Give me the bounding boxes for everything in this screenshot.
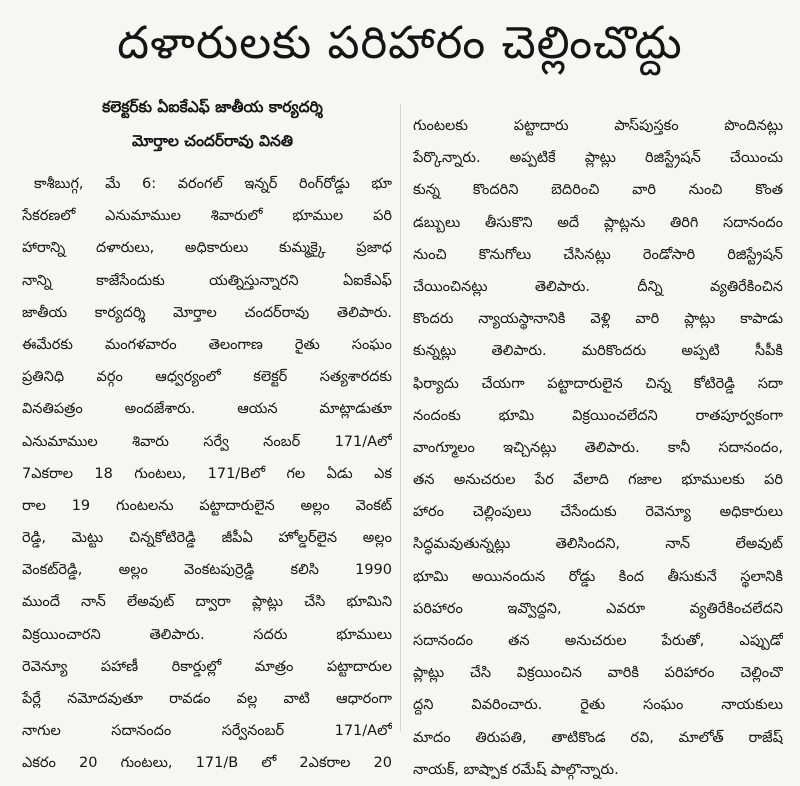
article-right-line: డబ్బులు తీసుకొని అదే ప్లాట్లను తిరిగి సదానందం: [413, 214, 783, 231]
article-right-line: కున్న కొందరిని బెదిరించి వారి నుంచి కొంత: [413, 182, 783, 199]
article-left-line: విక్రయించారని తెలిపారు. సదరు భూములు: [22, 626, 392, 643]
article-right-line: నందంకు భూమి విక్రయించలేదని రాతపూర్వకంగా: [413, 407, 783, 424]
article-left-line: ప్రతినిధి వర్గం ఆధ్వర్యంలో కలెక్టర్ సత్యశారదకు: [22, 369, 392, 386]
article-right-line: భూమి అయినందున రోడ్డు కింద తీసుకునే స్థలానికి: [413, 568, 783, 585]
article-left-line: పేర్లే నమోదవుతూ రావడం వల్ల వాటి ఆధారంగా: [22, 691, 392, 707]
article-left-line: ముందే నాన్ లేఅవుట్ ద్వారా ప్లాట్లు చేసి భూమిని: [22, 594, 392, 611]
article-left-line: నాగుల సదానందం సర్వేనంబర్ 171/Aలో: [22, 723, 392, 740]
article-right-line: కున్నట్లు తెలిపారు. మరికొందరు అప్పటి సీపీకి: [413, 343, 783, 360]
article-right-line: సిద్ధమవుతున్నట్లు తెలిసిందని, నాన్ లేఅవుట్: [413, 536, 783, 553]
article-left-line: హారాన్ని దళారులు, అధికారులు కుమ్మక్కై ప్రజాధ: [22, 240, 392, 257]
article-right-line: ఫిర్యాదు చేయగా పట్టాదారులైన చిన్న కోటిరెడ్డి సదా: [413, 375, 783, 392]
article-right-line: ద్దని వివరించారు. రైతు సంఘం నాయకులు: [413, 697, 783, 714]
article-right-line: పేర్కొన్నారు. అప్పటికే ప్లాట్లు రిజిస్ట్రేషన్ చేయించు: [413, 150, 783, 167]
article-left-line: వెంకట్‌రెడ్డి, అల్లం వెంకటపుర్రెడ్డి కలిసి 1990: [22, 562, 392, 579]
article-right-line: హారం చెల్లింపులు చేసేందుకు రెవెన్యూ అధికారులు: [413, 504, 783, 521]
article-left-line: ఎనుమాముల శివారు సర్వే నంబర్ 171/Aలో: [22, 433, 392, 450]
article-left-line: కాశీబుగ్గ, మే 6: వరంగల్ ఇన్నర్ రింగ్‌రోడ్డు భూ: [34, 176, 392, 192]
article-left-line: ఎకరం 20 గుంటలు, 171/B లో 2ఎకరాల 20: [22, 755, 392, 772]
article-right-line: చేయించినట్లు తెలిపారు. దీన్ని వ్యతిరేకించిన: [413, 278, 783, 295]
article-right-line: మాదం తిరుపతి, తాటికొండ రవి, మాలోత్ రాజేష్: [413, 729, 783, 746]
article-right-line: తన అనుచరుల పేర వేలాది గజాల భూములకు పరి: [413, 472, 783, 489]
article-left-line: ఈమేరకు మంగళవారం తెలంగాణ రైతు సంఘం: [22, 336, 392, 353]
article-left-line: రెవెన్యూ పహాణీ రికార్డుల్లో మాత్రం పట్టాదారుల: [22, 658, 392, 675]
article-left-line: జాతీయ కార్యదర్శి మోర్తాల చందర్‌రావు తెలిపారు.: [22, 304, 392, 321]
article-right-line: నుంచి కొనుగోలు చేసినట్లు రెండోసారి రిజిస్ట్రేషన్: [413, 246, 783, 263]
article-right-line: కొందరు న్యాయస్థానానికి వెళ్లి వారి ప్లాట్లు కాపాడు: [413, 311, 783, 328]
subheadline-line-1: కలెక్టర్‌కు ఏఐకేఎఫ్ జాతీయ కార్యదర్శి: [102, 98, 323, 116]
subheadline-line-2: మోర్తాల చందర్‌రావు వినతి: [132, 132, 293, 150]
headline: దళారులకు పరిహారం చెల్లించొద్దు: [117, 16, 683, 69]
article-left-line: నాన్ని కాజేసేందుకు యత్నిస్తున్నారని ఏఐకేఎఫ్: [22, 272, 392, 289]
article-left-line: రాల 19 గుంటలను పట్టాదారులైన అల్లం వెంకట్: [22, 497, 392, 514]
column-divider: [400, 104, 401, 732]
article-left-line: వినతిపత్రం అందజేశారు. ఆయన మాట్లాడుతూ: [22, 401, 392, 418]
article-column-left: [22, 168, 392, 780]
article-left-line: సేకరణలో ఎనుమాముల శివారులో భూముల పరి: [22, 208, 392, 225]
article-right-line: పరిహారం ఇవ్వొద్దని, ఎవరూ వ్యతిరేకించలేదని: [413, 600, 783, 617]
article-right-line: గుంటలకు పట్టాదారు పాస్‌పుస్తకం పొందినట్లు: [413, 118, 783, 134]
article-left-line: రెడ్డి, మెట్టు చిన్నకోటిరెడ్డి జీపీఏ హోల్డర్‌లైన అల్లం: [22, 530, 392, 547]
article-right-line: వాంగ్మూలం ఇచ్చినట్లు తెలిపారు. కానీ సదానందం,: [413, 439, 783, 456]
article-right-line: నాయక్, బాష్పాక రమేష్ పాల్గొన్నారు.: [413, 761, 619, 778]
article-right-line: ప్లాట్లు చేసి విక్రయించిన వారికి పరిహారం చెల్లించొ: [413, 665, 783, 682]
article-left-line: 7ఎకరాల 18 గుంటలు, 171/Bలో గల ఏడు ఎక: [22, 465, 392, 482]
article-right-line: సదానందం తన అనుచరుల పేరుతో, ఎప్పుడో: [413, 633, 783, 649]
article-column-right: [413, 110, 783, 786]
